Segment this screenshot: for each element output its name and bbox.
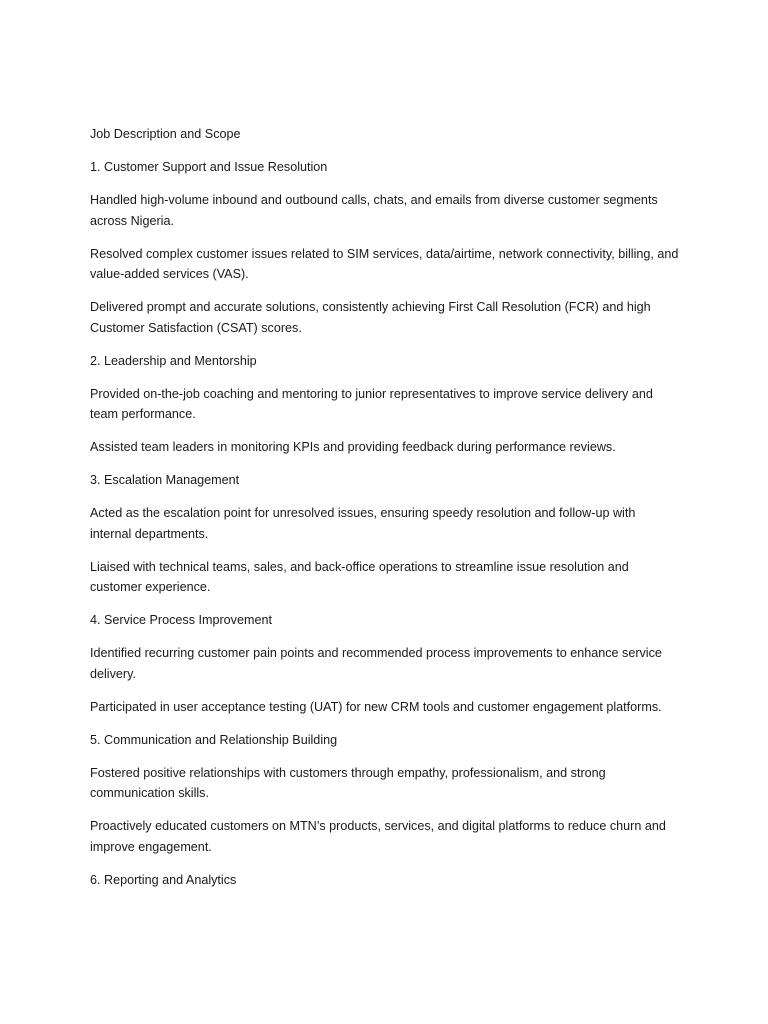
section-heading-4: 4. Service Process Improvement	[90, 613, 272, 627]
paragraph: Assisted team leaders in monitoring KPIs and providing feedback during performance reviews.	[90, 440, 616, 454]
paragraph: Proactively educated customers on MTN’s products, services, and digital platforms to reduce churn and improve engagement.	[90, 819, 666, 854]
paragraph: Delivered prompt and accurate solutions, consistently achieving First Call Resolution (FCR) and high Customer Satisfaction (CSAT) scores.	[90, 300, 651, 335]
paragraph: Participated in user acceptance testing (UAT) for new CRM tools and customer engagement platforms.	[90, 699, 662, 714]
section-heading-3: 3. Escalation Management	[90, 473, 240, 487]
section-heading-6: 6. Reporting and Analytics	[90, 872, 237, 887]
section-heading-2: 2. Leadership and Mentorship	[90, 353, 257, 368]
paragraph: Liaised with technical teams, sales, and back-office operations to streamline issue resolution and customer experience.	[90, 559, 629, 594]
paragraph: Identified recurring customer pain points and recommended process improvements to enhance service delivery.	[90, 646, 662, 681]
document-body	[90, 124, 680, 903]
document-title: Job Description and Scope	[90, 127, 241, 141]
paragraph: Acted as the escalation point for unresolved issues, ensuring speedy resolution and follow-up with internal departments.	[90, 506, 636, 541]
paragraph: Fostered positive relationships with customers through empathy, professionalism, and strong communication skills.	[90, 765, 606, 800]
paragraph: Handled high-volume inbound and outbound calls, chats, and emails from diverse customer segments across Nigeria.	[90, 193, 658, 228]
paragraph: Resolved complex customer issues related to SIM services, data/airtime, network connectivity, billing, and value-added services (VAS).	[90, 246, 679, 281]
section-heading-5: 5. Communication and Relationship Building	[90, 732, 338, 747]
paragraph: Provided on-the-job coaching and mentoring to junior representatives to improve service delivery and team performance.	[90, 386, 653, 421]
section-heading-1: 1. Customer Support and Issue Resolution	[90, 160, 328, 174]
